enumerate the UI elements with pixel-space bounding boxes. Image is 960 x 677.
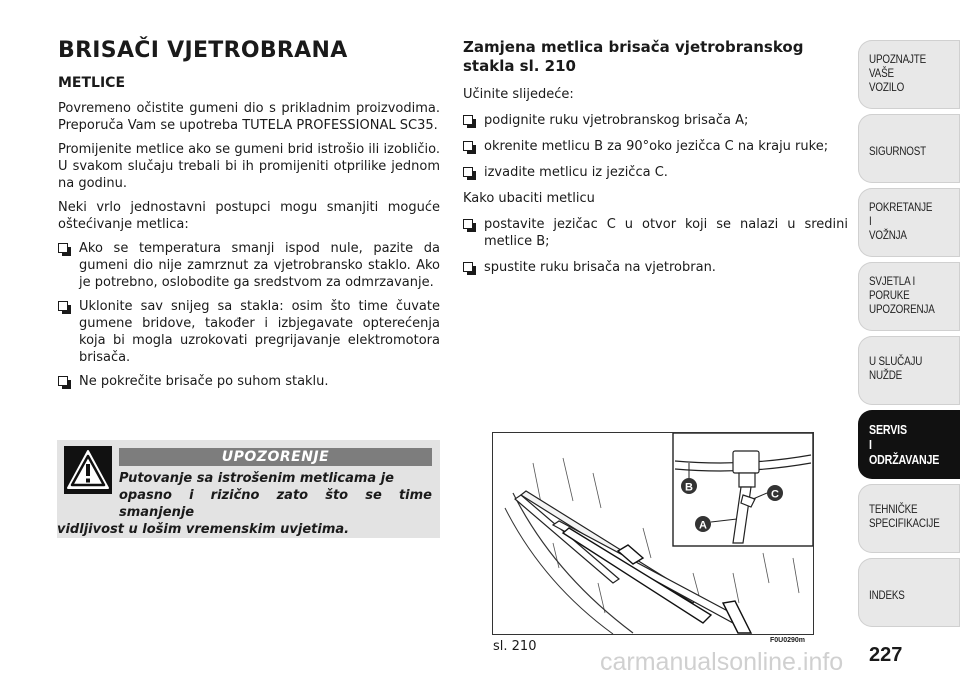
figure-code: F0U0290m (770, 637, 806, 644)
checkbox-bullet-icon (58, 301, 68, 311)
list-item (463, 138, 848, 155)
wiper-drawing (493, 433, 813, 634)
warning-text (57, 470, 432, 538)
tab-label: SIGURNOST (869, 144, 927, 158)
tab-indeks[interactable] (858, 558, 960, 627)
checkbox-bullet-icon (463, 115, 473, 125)
step-list (463, 216, 848, 276)
list-item-text: podignite ruku vjetrobranskog brisača A; (484, 113, 749, 128)
callout-c-label: C (771, 488, 779, 501)
checkbox-bullet-icon (58, 243, 68, 253)
tab-upoznajte-vase-vozilo[interactable] (858, 40, 960, 109)
list-item-text: Ako se temperatura smanji ispod nule, pazite da gumeni dio nije zamrznut za vjetrobransko staklo. Ako je potrebno, oslobodite ga sredstvom za odmrzavanje. (79, 241, 440, 290)
callout-a-label: A (699, 519, 707, 532)
tab-label: SERVIS I ODRŽAVANJE (869, 422, 940, 467)
list-item (463, 164, 848, 181)
tab-servis-i-odrzavanje[interactable] (858, 410, 960, 479)
checkbox-bullet-icon (463, 167, 473, 177)
paragraph: Kako ubaciti metlicu (463, 191, 595, 206)
tab-label: POKRETANJE I VOŽNJA (869, 200, 933, 242)
checkbox-bullet-icon (463, 219, 473, 229)
checkbox-bullet-icon (463, 262, 473, 272)
list-item (58, 298, 440, 366)
watermark: carmanualsonline.info (600, 648, 844, 676)
list-item (58, 373, 440, 390)
callout-b (681, 478, 697, 494)
left-column (58, 100, 440, 397)
warning-line: opasno i rizično zato što se time smanjenje (119, 488, 432, 520)
bullet-list (58, 240, 440, 390)
tab-label: UPOZNAJTE VAŠE VOZILO (869, 52, 927, 94)
callout-b-label: B (685, 481, 693, 494)
tab-sigurnost[interactable] (858, 114, 960, 183)
tab-pokretanje-i-voznja[interactable] (858, 188, 960, 257)
tab-label: TEHNIČKE SPECIFIKACIJE (869, 502, 940, 530)
page-number: 227 (869, 644, 903, 666)
list-item (58, 240, 440, 291)
wiper-illustration (492, 432, 814, 635)
tab-tehnicke-specifikacije[interactable] (858, 484, 960, 553)
paragraph: Učinite slijedeće: (463, 87, 574, 102)
list-item (463, 259, 848, 276)
warning-box (57, 440, 440, 538)
tab-label: SVJETLA I PORUKE UPOZORENJA (869, 274, 935, 316)
chapter-tabs (858, 40, 960, 632)
list-item-text: okrenite metlicu B za 90°oko jezičca C na kraju ruke; (484, 139, 829, 154)
right-column (463, 86, 848, 285)
tab-label: U SLUČAJU NUŽDE (869, 354, 923, 382)
list-item (463, 112, 848, 129)
tab-svjetla-i-poruke[interactable] (858, 262, 960, 331)
figure-caption: sl. 210 (493, 639, 537, 654)
list-item (463, 216, 848, 250)
list-item-text: Uklonite sav snijeg sa stakla: osim što time čuvate gumene bridove, također i izbjegavate opterećenja koja bi mogla uzrokovati pregrijavanje elektromotora brisača. (79, 299, 440, 365)
subsection-title: METLICE (58, 75, 126, 91)
list-item-text: Ne pokrečite brisače po suhom staklu. (79, 374, 329, 389)
paragraph: Promijenite metlice ako se gumeni brid istrošio ili izobličio. U svakom slučaju trebali bi ih promijeniti otprilike jednom na godinu. (58, 142, 440, 191)
paragraph: Neki vrlo jednostavni postupci mogu smanjiti moguće oštećivanje metlica: (58, 200, 440, 232)
tab-u-slucaju-nuzde[interactable] (858, 336, 960, 405)
list-item-text: postavite jezičac C u otvor koji se nalazi u sredini metlice B; (484, 217, 848, 249)
checkbox-bullet-icon (463, 141, 473, 151)
step-list (463, 112, 848, 181)
paragraph: Povremeno očistite gumeni dio s prikladnim proizvodima. Preporuča Vam se upotreba TUTELA PROFESSIONAL SC35. (58, 101, 440, 133)
warning-heading: UPOZORENJE (119, 448, 432, 466)
procedure-heading: Zamjena metlica brisača vjetrobranskog stakla sl. 210 (463, 38, 804, 75)
warning-line: Putovanje sa istrošenim metlicama je (119, 471, 394, 486)
warning-line: vidljivost u lošim vremenskim uvjetima. (57, 522, 350, 537)
tab-label: INDEKS (869, 588, 905, 602)
list-item-text: spustite ruku brisača na vjetrobran. (484, 260, 716, 275)
checkbox-bullet-icon (58, 376, 68, 386)
list-item-text: izvadite metlicu iz jezičca C. (484, 165, 668, 180)
section-title: BRISAČI VJETROBRANA (58, 38, 348, 63)
